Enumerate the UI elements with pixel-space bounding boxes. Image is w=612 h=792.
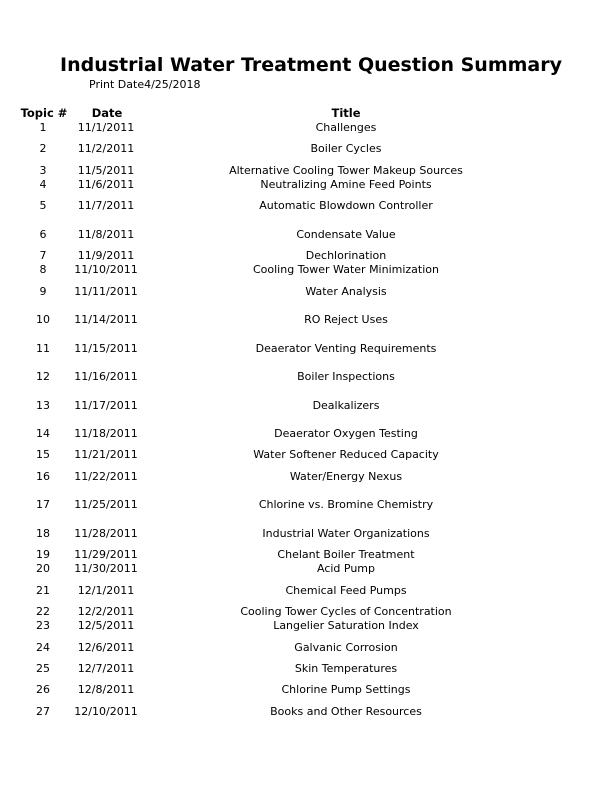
- page-title: Industrial Water Treatment Question Summary: [60, 54, 562, 76]
- topic-date: 12/8/2011: [77, 683, 135, 696]
- table-row: [0, 470, 612, 484]
- topic-title: Chelant Boiler Treatment: [277, 548, 415, 561]
- table-row: [0, 705, 612, 719]
- table-row: [0, 683, 612, 697]
- table-row: [0, 527, 612, 541]
- table-row: [0, 342, 612, 356]
- topic-date: 11/15/2011: [74, 342, 138, 355]
- topic-number: 24: [36, 641, 50, 654]
- topic-number: 9: [39, 285, 47, 298]
- table-row: [0, 448, 612, 462]
- table-row: [0, 370, 612, 384]
- topic-number: 11: [36, 342, 50, 355]
- table-row: [0, 228, 612, 242]
- table-row: [0, 427, 612, 441]
- topic-number: 20: [36, 562, 50, 575]
- table-row: [0, 662, 612, 676]
- topic-date: 11/17/2011: [74, 399, 138, 412]
- topic-title: Deaerator Oxygen Testing: [274, 427, 418, 440]
- topic-title: Water Softener Reduced Capacity: [253, 448, 439, 461]
- column-header-title: Title: [331, 106, 361, 120]
- topic-title: Water Analysis: [305, 285, 387, 298]
- topic-title: Industrial Water Organizations: [262, 527, 430, 540]
- topic-title: Condensate Value: [296, 228, 396, 241]
- topic-title: Cooling Tower Cycles of Concentration: [240, 605, 452, 618]
- table-row: [0, 285, 612, 299]
- topic-date: 11/8/2011: [77, 228, 135, 241]
- topic-date: 12/1/2011: [77, 584, 135, 597]
- topic-date: 11/9/2011: [77, 249, 135, 262]
- topic-date: 11/25/2011: [74, 498, 138, 511]
- topic-number: 1: [39, 121, 47, 134]
- topic-number: 2: [39, 142, 47, 155]
- topic-date: 11/1/2011: [77, 121, 135, 134]
- topic-title: Chlorine vs. Bromine Chemistry: [258, 498, 434, 511]
- topic-title: Langelier Saturation Index: [273, 619, 419, 632]
- topic-date: 11/7/2011: [77, 199, 135, 212]
- topic-number: 13: [36, 399, 50, 412]
- table-row: [0, 164, 612, 178]
- print-date-value: 4/25/2018: [144, 78, 201, 91]
- topic-title: Books and Other Resources: [270, 705, 422, 718]
- topic-date: 12/10/2011: [74, 705, 138, 718]
- topic-date: 11/14/2011: [74, 313, 138, 326]
- topic-date: 12/6/2011: [77, 641, 135, 654]
- topic-date: 11/29/2011: [74, 548, 138, 561]
- table-row: [0, 263, 612, 277]
- topic-title: Chlorine Pump Settings: [281, 683, 411, 696]
- topic-date: 12/2/2011: [77, 605, 135, 618]
- topic-title: Galvanic Corrosion: [294, 641, 398, 654]
- topic-number: 22: [36, 605, 50, 618]
- table-row: [0, 619, 612, 633]
- topic-title: Boiler Cycles: [310, 142, 382, 155]
- topic-title: Water/Energy Nexus: [289, 470, 403, 483]
- topic-title: RO Reject Uses: [304, 313, 388, 326]
- topic-date: 11/30/2011: [74, 562, 138, 575]
- topic-number: 8: [39, 263, 47, 276]
- topic-number: 17: [36, 498, 50, 511]
- topic-title: Deaerator Venting Requirements: [255, 342, 437, 355]
- table-row: [0, 562, 612, 576]
- table-row: [0, 142, 612, 156]
- topic-number: 27: [36, 705, 50, 718]
- topic-date: 11/6/2011: [77, 178, 135, 191]
- topic-number: 15: [36, 448, 50, 461]
- topic-date: 11/16/2011: [74, 370, 138, 383]
- topic-number: 19: [36, 548, 50, 561]
- table-row: [0, 199, 612, 213]
- table-row: [0, 605, 612, 619]
- topic-number: 18: [36, 527, 50, 540]
- topic-number: 7: [39, 249, 47, 262]
- table-row: [0, 399, 612, 413]
- topic-title: Acid Pump: [316, 562, 376, 575]
- topic-date: 11/2/2011: [77, 142, 135, 155]
- topic-date: 12/7/2011: [77, 662, 135, 675]
- column-header-date: Date: [91, 106, 123, 120]
- topic-number: 6: [39, 228, 47, 241]
- topic-number: 5: [39, 199, 47, 212]
- topic-title: Cooling Tower Water Minimization: [252, 263, 439, 276]
- topic-title: Chemical Feed Pumps: [285, 584, 407, 597]
- topic-date: 11/28/2011: [74, 527, 138, 540]
- topic-number: 21: [36, 584, 50, 597]
- table-row: [0, 584, 612, 598]
- topic-date: 11/11/2011: [74, 285, 138, 298]
- topic-title: Boiler Inspections: [297, 370, 395, 383]
- topic-number: 25: [36, 662, 50, 675]
- topic-title: Challenges: [315, 121, 377, 134]
- topic-date: 11/10/2011: [74, 263, 138, 276]
- table-row: [0, 121, 612, 135]
- topic-number: 23: [36, 619, 50, 632]
- topic-date: 11/21/2011: [74, 448, 138, 461]
- print-date-line: [89, 78, 201, 91]
- topic-number: 4: [39, 178, 47, 191]
- table-row: [0, 498, 612, 512]
- table-row: [0, 313, 612, 327]
- table-row: [0, 641, 612, 655]
- topic-date: 11/18/2011: [74, 427, 138, 440]
- topic-date: 11/5/2011: [77, 164, 135, 177]
- topic-number: 16: [36, 470, 50, 483]
- topic-number: 10: [36, 313, 50, 326]
- topic-title: Neutralizing Amine Feed Points: [260, 178, 432, 191]
- column-header-topic: Topic #: [20, 106, 68, 120]
- topic-number: 3: [39, 164, 47, 177]
- topic-number: 14: [36, 427, 50, 440]
- table-row: [0, 249, 612, 263]
- topic-title: Alternative Cooling Tower Makeup Sources: [229, 164, 463, 177]
- topic-title: Skin Temperatures: [294, 662, 398, 675]
- topic-title: Automatic Blowdown Controller: [259, 199, 433, 212]
- topic-number: 26: [36, 683, 50, 696]
- table-row: [0, 548, 612, 562]
- print-date-label: Print Date: [89, 78, 145, 91]
- topic-title: Dechlorination: [305, 249, 387, 262]
- topic-title: Dealkalizers: [312, 399, 380, 412]
- topic-number: 12: [36, 370, 50, 383]
- topic-date: 12/5/2011: [77, 619, 135, 632]
- table-row: [0, 178, 612, 192]
- topic-date: 11/22/2011: [74, 470, 138, 483]
